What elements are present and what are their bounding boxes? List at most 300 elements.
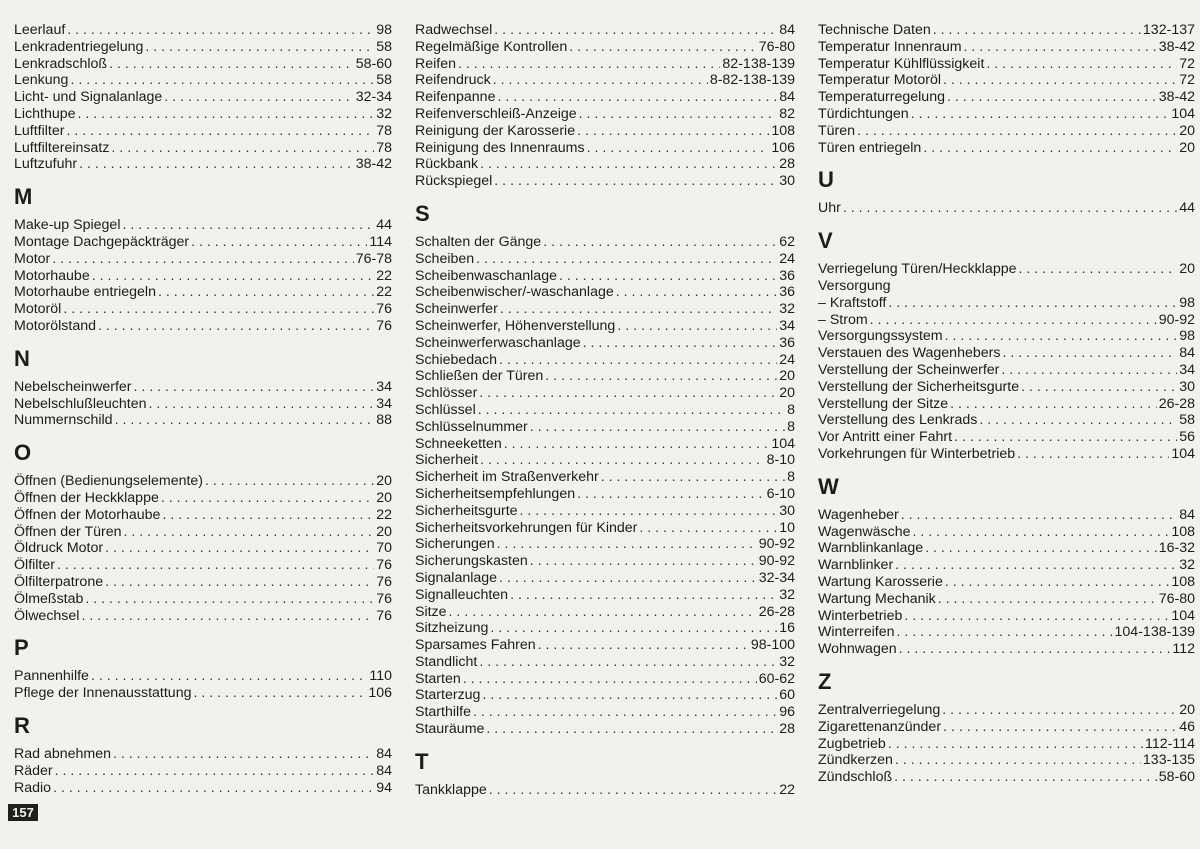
index-entry (415, 419, 795, 436)
entry-page-ref: 20 (376, 523, 392, 540)
entry-label: Türen entriegeln (818, 139, 922, 156)
dot-leader (205, 473, 374, 490)
dot-leader (493, 72, 708, 89)
index-entry (415, 553, 795, 570)
entry-page-ref: 76 (376, 317, 392, 334)
index-entry (818, 39, 1195, 56)
index-entry (14, 490, 392, 507)
entry-page-ref: 36 (779, 334, 795, 351)
dot-leader (943, 719, 1177, 736)
section-letter-heading: P (14, 635, 29, 661)
dot-leader (559, 268, 777, 285)
entry-label: Temperatur Kühlflüssigkeit (818, 55, 985, 72)
entry-page-ref: 34 (376, 378, 392, 395)
index-entry (14, 763, 392, 780)
entry-label: Nebelschlußleuchten (14, 395, 147, 412)
entry-page-ref: 38-42 (355, 156, 392, 173)
index-entry (14, 668, 392, 685)
dot-leader (577, 123, 769, 140)
entry-page-ref: 76-80 (1158, 590, 1195, 607)
index-entry (818, 736, 1195, 753)
section-letter-heading: W (818, 473, 839, 499)
dot-leader (945, 574, 1169, 591)
entry-label: Sicherungen (415, 536, 495, 553)
entry-page-ref: 58 (1179, 412, 1195, 429)
entry-label: Uhr (818, 200, 841, 217)
dot-leader (111, 140, 374, 157)
dot-leader (473, 704, 777, 721)
entry-label: Luftfiltereinsatz (14, 139, 110, 156)
index-entry (818, 345, 1195, 362)
index-entry (415, 654, 795, 671)
index-section (14, 22, 392, 173)
index-entry (415, 570, 795, 587)
dot-leader (601, 469, 785, 486)
dot-leader (53, 780, 374, 797)
entry-page-ref: 104 (771, 435, 795, 452)
entry-page-ref: 108 (771, 122, 795, 139)
entry-label: Schlösser (415, 385, 478, 402)
index-entry (415, 486, 795, 503)
index-entry (818, 362, 1195, 379)
section-letter-heading: R (14, 712, 30, 738)
entry-label: Sitze (415, 603, 447, 620)
entry-page-ref: 10 (779, 519, 795, 536)
entry-label: Ölwechsel (14, 607, 80, 624)
index-section (14, 441, 392, 624)
entry-label: Luftfilter (14, 122, 65, 139)
index-entry (415, 604, 795, 621)
dot-leader (530, 553, 757, 570)
entry-label: Scheinwerfer (415, 301, 498, 318)
entry-page-ref: 78 (376, 122, 392, 139)
entry-page-ref: 132-137 (1142, 22, 1195, 38)
index-entry (14, 89, 392, 106)
entry-label: Motorölstand (14, 317, 97, 334)
entry-page-ref: 32 (779, 653, 795, 670)
index-entry (14, 591, 392, 608)
entry-label: Wagenheber (818, 506, 899, 523)
entry-page-ref: 76 (376, 607, 392, 624)
index-entry (415, 620, 795, 637)
index-entry (14, 746, 392, 763)
entry-label: Schiebedach (415, 351, 498, 368)
dot-leader (843, 200, 1177, 217)
dot-leader (92, 268, 375, 285)
dot-leader (149, 396, 375, 413)
dot-leader (78, 106, 375, 123)
entry-label: Schlüsselnummer (415, 418, 528, 435)
index-entry (14, 106, 392, 123)
entry-label: Warnblinker (818, 557, 894, 574)
index-entry (14, 379, 392, 396)
entry-page-ref: 84 (376, 745, 392, 762)
index-entry (818, 72, 1195, 89)
dot-leader (1021, 379, 1177, 396)
entry-page-ref: 96 (779, 704, 795, 721)
entry-page-ref: 38-42 (1158, 89, 1195, 106)
entry-page-ref: 28 (779, 156, 795, 173)
index-section (818, 22, 1195, 156)
index-entry (415, 268, 795, 285)
entry-label: Verstellung der Sicherheitsgurte (818, 378, 1020, 395)
entry-label: Nummernschild (14, 412, 113, 429)
index-entry (415, 637, 795, 654)
dot-leader (134, 379, 375, 396)
index-entry (818, 328, 1195, 345)
section-letter-heading: N (14, 345, 30, 371)
entry-label: Versorgung (818, 277, 891, 294)
index-entry (818, 752, 1195, 769)
dot-leader (925, 540, 1157, 557)
index-section (14, 185, 392, 335)
entry-label: Stauräume (415, 721, 485, 738)
dot-leader (950, 396, 1157, 413)
dot-leader (1019, 261, 1178, 278)
entry-label: Sicherheitsempfehlungen (415, 485, 576, 502)
dot-leader (888, 736, 1143, 753)
entry-page-ref: 20 (779, 385, 795, 402)
index-entry (14, 301, 392, 318)
entry-label: Starthilfe (415, 704, 471, 721)
entry-page-ref: 34 (779, 317, 795, 334)
entry-label: Verriegelung Türen/Heckklappe (818, 261, 1017, 278)
dot-leader (923, 140, 1177, 157)
entry-label: Winterbetrieb (818, 607, 903, 624)
entry-page-ref: 20 (779, 368, 795, 385)
index-entry (14, 780, 392, 797)
entry-label: Zündschloß (818, 769, 893, 786)
entry-page-ref: 8-10 (766, 452, 795, 469)
entry-page-ref: 30 (779, 502, 795, 519)
entry-page-ref: 110 (369, 668, 392, 685)
dot-leader (870, 312, 1157, 329)
entry-page-ref: 22 (376, 267, 392, 284)
index-section (14, 636, 392, 702)
index-entry (818, 261, 1195, 278)
index-entry (818, 591, 1195, 608)
dot-leader (896, 624, 1112, 641)
entry-page-ref: 98 (1179, 328, 1195, 345)
dot-leader (479, 654, 777, 671)
dot-leader (115, 412, 375, 429)
dot-leader (899, 641, 1171, 658)
entry-page-ref: 24 (779, 250, 795, 267)
entry-label: Temperatur Motoröl (818, 72, 942, 89)
index-entry (818, 540, 1195, 557)
entry-page-ref: 82 (779, 105, 795, 122)
index-entry (415, 436, 795, 453)
entry-page-ref: 44 (376, 217, 392, 234)
entry-page-ref: 34 (376, 395, 392, 412)
index-entry (415, 402, 795, 419)
entry-label: Lenkradschloß (14, 55, 108, 72)
entry-label: Zentralverriegelung (818, 701, 941, 718)
entry-page-ref: 108 (1171, 523, 1195, 540)
entry-page-ref: 36 (779, 284, 795, 301)
entry-label: Ölfilterpatrone (14, 573, 104, 590)
index-entry (14, 251, 392, 268)
dot-leader (66, 123, 374, 140)
entry-page-ref: 8 (787, 401, 795, 418)
entry-label: Scheibenwischer/-waschanlage (415, 284, 614, 301)
entry-label: Vor Antritt einer Fahrt (818, 429, 953, 446)
dot-leader (913, 524, 1170, 541)
entry-page-ref: 6-10 (766, 485, 795, 502)
entry-label: Zigarettenanzünder (818, 718, 942, 735)
entry-label: Reifenpanne (415, 89, 496, 106)
entry-page-ref: 16 (779, 620, 795, 637)
index-entry (415, 89, 795, 106)
entry-page-ref: 28 (779, 721, 795, 738)
entry-page-ref: 20 (1179, 139, 1195, 156)
dot-leader (494, 22, 777, 39)
dot-leader (52, 251, 353, 268)
entry-page-ref: 108 (1171, 573, 1195, 590)
index-entry (818, 524, 1195, 541)
entry-label: Pflege der Innenausstattung (14, 685, 192, 702)
index-entry (415, 368, 795, 385)
entry-page-ref: 112 (1172, 641, 1195, 658)
dot-leader (545, 368, 777, 385)
index-entry (818, 22, 1195, 39)
entry-label: Öffnen der Motorhaube (14, 506, 161, 523)
entry-page-ref: 32 (779, 301, 795, 318)
index-entry (818, 574, 1195, 591)
entry-page-ref: 30 (1179, 378, 1195, 395)
entry-label: Signalanlage (415, 569, 498, 586)
entry-label: Standlicht (415, 653, 478, 670)
dot-leader (193, 685, 366, 702)
index-section (415, 750, 795, 799)
dot-leader (504, 436, 770, 453)
entry-label: Räder (14, 762, 53, 779)
entry-label: Vorkehrungen für Winterbetrieb (818, 445, 1016, 462)
index-entry (14, 39, 392, 56)
entry-label: Starten (415, 670, 461, 687)
entry-label: Ölmeßstab (14, 590, 84, 607)
dot-leader (105, 540, 374, 557)
section-letter-heading: O (14, 440, 32, 466)
index-entry (818, 295, 1195, 312)
entry-page-ref: 22 (376, 284, 392, 301)
entry-label: Pannenhilfe (14, 668, 89, 685)
entry-page-ref: 62 (779, 233, 795, 250)
dot-leader (954, 429, 1177, 446)
index-entry (14, 140, 392, 157)
index-entry (818, 507, 1195, 524)
entry-page-ref: 16-32 (1158, 540, 1195, 557)
index-entry (14, 396, 392, 413)
entry-label: Schlüssel (415, 401, 476, 418)
entry-page-ref: 72 (1179, 72, 1195, 89)
entry-label: Zündkerzen (818, 752, 893, 769)
dot-leader (70, 72, 374, 89)
index-entry (14, 123, 392, 140)
index-entry (818, 379, 1195, 396)
index-entry (818, 396, 1195, 413)
index-section (415, 202, 795, 738)
entry-label: – Strom (818, 311, 868, 328)
dot-leader (911, 106, 1170, 123)
index-entry (415, 301, 795, 318)
entry-page-ref: 106 (771, 139, 795, 156)
entry-page-ref: 98-100 (750, 637, 795, 654)
dot-leader (943, 72, 1177, 89)
index-entry (14, 156, 392, 173)
index-entry (415, 22, 795, 39)
dot-leader (857, 123, 1177, 140)
index-entry (818, 719, 1195, 736)
entry-page-ref: 104 (1171, 445, 1195, 462)
entry-label: Radwechsel (415, 22, 493, 38)
section-letter-heading: U (818, 167, 834, 193)
entry-page-ref: 20 (376, 473, 392, 490)
entry-page-ref: 104 (1171, 607, 1195, 624)
entry-label: Motor (14, 250, 51, 267)
index-entry (415, 452, 795, 469)
entry-label: Verstauen des Wagenhebers (818, 345, 1001, 362)
index-entry (818, 278, 1195, 295)
dot-leader (901, 507, 1178, 524)
dot-leader (497, 536, 757, 553)
index-entry (415, 503, 795, 520)
entry-label: Signalleuchten (415, 586, 509, 603)
dot-leader (1017, 446, 1169, 463)
entry-page-ref: 78 (376, 139, 392, 156)
entry-label: Radio (14, 779, 52, 796)
dot-leader (494, 173, 777, 190)
index-entry (415, 72, 795, 89)
entry-label: Winterreifen (818, 624, 895, 641)
entry-label: Sitzheizung (415, 620, 489, 637)
entry-label: Reinigung des Innenraums (415, 139, 585, 156)
entry-label: Motorhaube (14, 267, 90, 284)
entry-page-ref: 72 (1179, 55, 1195, 72)
dot-leader (587, 140, 770, 157)
dot-leader (81, 608, 374, 625)
index-entry (14, 22, 392, 39)
entry-page-ref: 20 (1179, 261, 1195, 278)
index-entry (415, 140, 795, 157)
entry-label: Sicherheitsgurte (415, 502, 518, 519)
dot-leader (79, 156, 354, 173)
dot-leader (463, 671, 757, 688)
index-section (14, 714, 392, 796)
index-entry (14, 507, 392, 524)
index-entry (818, 89, 1195, 106)
dot-leader (109, 56, 354, 73)
entry-label: Sicherheitsvorkehrungen für Kinder (415, 519, 638, 536)
entry-label: Licht- und Signalanlage (14, 89, 163, 106)
entry-page-ref: 98 (1179, 294, 1195, 311)
entry-label: Temperaturregelung (818, 89, 945, 106)
index-entry (415, 671, 795, 688)
index-section (818, 168, 1195, 217)
dot-leader (479, 385, 777, 402)
entry-page-ref: 58 (376, 72, 392, 89)
index-entry (818, 446, 1195, 463)
dot-leader (91, 668, 367, 685)
entry-label: Temperatur Innenraum (818, 38, 962, 55)
index-column-2 (415, 22, 795, 799)
dot-leader (538, 637, 749, 654)
index-entry (415, 536, 795, 553)
index-section (415, 22, 795, 190)
dot-leader (105, 574, 374, 591)
entry-page-ref: 94 (376, 779, 392, 796)
entry-page-ref: 8 (787, 418, 795, 435)
entry-label: Zugbetrieb (818, 735, 886, 752)
entry-page-ref: 84 (1179, 345, 1195, 362)
index-entry (415, 721, 795, 738)
entry-page-ref: 22 (779, 781, 795, 798)
index-entry (14, 412, 392, 429)
entry-label: Scheinwerfer, Höhenverstellung (415, 317, 616, 334)
entry-page-ref: 84 (376, 762, 392, 779)
index-entry (818, 429, 1195, 446)
entry-page-ref: 98 (376, 22, 392, 38)
index-section (818, 229, 1195, 463)
entry-label: Make-up Spiegel (14, 217, 121, 234)
entry-label: Reifen (415, 55, 457, 72)
index-entry (14, 524, 392, 541)
index-entry (818, 312, 1195, 329)
entry-page-ref: 104-138-139 (1114, 624, 1195, 641)
dot-leader (63, 301, 374, 318)
entry-label: Ölfilter (14, 557, 55, 574)
page-number: 157 (8, 804, 38, 821)
entry-page-ref: 32-34 (355, 89, 392, 106)
index-entry (415, 520, 795, 537)
entry-label: Lenkradentriegelung (14, 38, 144, 55)
section-letter-heading: T (415, 748, 429, 774)
entry-label: Sicherheit (415, 452, 479, 469)
entry-label: Rückspiegel (415, 173, 493, 190)
entry-page-ref: 82-138-139 (722, 55, 795, 72)
entry-page-ref: 32-34 (758, 569, 795, 586)
entry-label: Wagenwäsche (818, 523, 911, 540)
dot-leader (449, 604, 757, 621)
entry-label: – Kraftstoff (818, 294, 887, 311)
dot-leader (520, 503, 778, 520)
entry-page-ref: 70 (376, 540, 392, 557)
dot-leader (164, 89, 353, 106)
entry-page-ref: 32 (779, 586, 795, 603)
index-entry (415, 335, 795, 352)
dot-leader (938, 591, 1157, 608)
dot-leader (480, 452, 765, 469)
entry-label: Scheibenwaschanlage (415, 267, 557, 284)
index-entry (818, 106, 1195, 123)
entry-page-ref: 20 (1179, 122, 1195, 139)
index-entry (14, 268, 392, 285)
entry-label: Schalten der Gänge (415, 233, 542, 250)
entry-page-ref: 76 (376, 573, 392, 590)
index-entry (14, 217, 392, 234)
index-entry (415, 106, 795, 123)
entry-label: Technische Daten (818, 22, 931, 38)
index-entry (14, 284, 392, 301)
entry-page-ref: 20 (376, 489, 392, 506)
entry-label: Öffnen der Heckklappe (14, 489, 159, 506)
dot-leader (57, 557, 374, 574)
index-entry (14, 574, 392, 591)
entry-label: Öldruck Motor (14, 540, 104, 557)
entry-label: Lenkung (14, 72, 69, 89)
index-entry (818, 702, 1195, 719)
dot-leader (904, 608, 1169, 625)
